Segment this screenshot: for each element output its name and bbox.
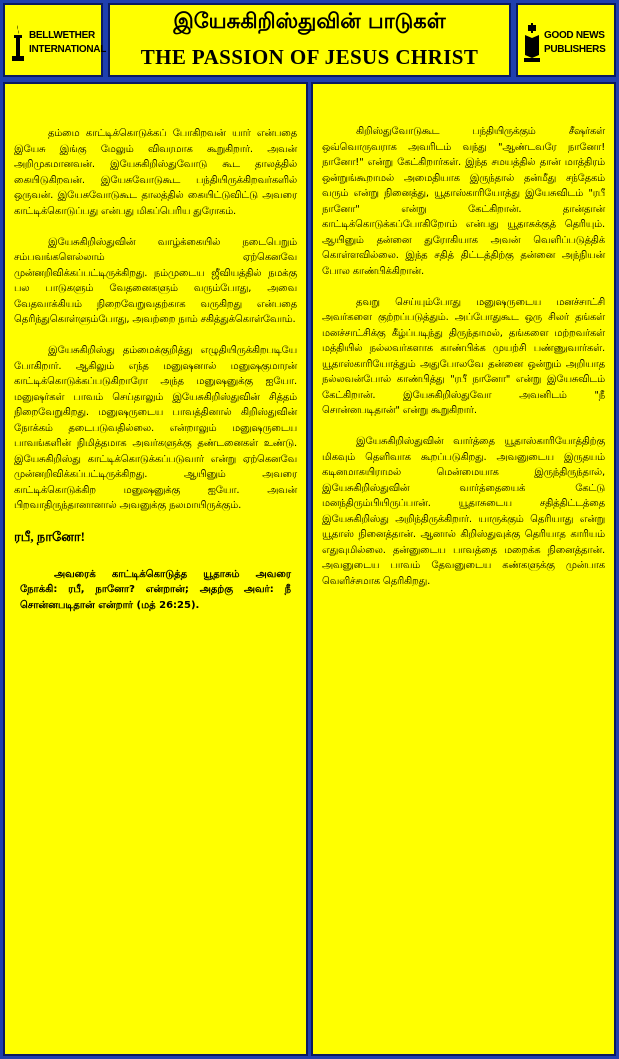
header-right-brand-box [516, 3, 616, 77]
left-paragraph-2: இயேசுகிறிஸ்துவின் வாழ்க்கையில் நடைபெறும் சம்பவங்களெல்லாம் ஏற்கெனவே முன்னறிவிக்கப்பட்டிருக்கிறது. நம்முடைய ஜீவியத்தில் நமக்கு பல பாடுகளும் வேதனைகளும் வரும்போது, அவை வேதவாக்கியம் நிறைவேறுவதற்காக வருகிறது என்பதை தெரிந்துகொள்ளும்போது, அவற்றை நாம் சகித்துக்கொள்வோம். [14, 236, 297, 325]
lamp-icon [11, 23, 25, 63]
header-title-box [108, 3, 511, 77]
scripture-quote: அவரைக் காட்டிக்கொடுத்த யூதாசும் அவரை நோக்கி: ரபீ, நானோ? என்றான்; அதற்கு அவர்: நீ சொன்னபடிதான் என்றார் (மத் 26:25). [20, 568, 291, 611]
section-subheading: ரபீ, நானோ! [14, 529, 85, 544]
left-paragraph-3: இயேசுகிறிஸ்து தம்மைக்குறித்து எழுதியிருக்கிறபடியே போகிறார். ஆகிலும் எந்த மனுஷனால் மனுஷகுமாரன் காட்டிக்கொடுக்கப்படுகிறாரோ அந்த மனுஷனுக்கு ஐயோ. மனுஷர்கள் பாவம் செய்தாலும் இயேசுகிறிஸ்துவின் சித்தம் நிறைவேறுகிறது. மனுஷருடைய பாவத்தினால் கிறிஸ்துவின் நோக்கம் தடைபடுவதில்லை. என்றாலும் மனுஷருடைய பாவங்களின் நிமித்தமாக அவர்களுக்கு தண்டனைகள் உண்டு. இயேசுகிறிஸ்து காட்டிக்கொடுக்கப்படுவார் என்று ஏற்கெனவே முன்னறிவிக்கப்பட்டிருக்கிறது. ஆயினும் அவரை காட்டிக்கொடுக்கிற மனுஷனுக்கு ஐயோ. அவன் பிறவாதிருந்தானானால் அவனுக்கு நலமாயிருக்கும். [14, 345, 297, 511]
bellwether-brand [11, 19, 107, 69]
good-news-brand [524, 19, 614, 69]
left-column [3, 82, 308, 1056]
header-left-brand-box [3, 3, 107, 77]
brand-right-line2: PUBLISHERS [544, 44, 606, 55]
title-tamil: இயேசுகிறிஸ்துவின் பாடுகள் [173, 9, 446, 33]
brand-left-line2: INTERNATIONAL [29, 44, 107, 55]
book-icon [524, 23, 540, 63]
brand-left-line1: BELLWETHER [29, 30, 95, 41]
left-paragraph-1: தம்மை காட்டிக்கொடுக்கப் போகிறவன் யார் என்பதை இயேசு இங்கு மேலும் விவரமாக கூறுகிறார். அவன் அறிமுகமானவன். இயேசுகிறிஸ்துவோடு கூட தாலத்தில் கையிடுகிறவன். இயேசுவோடுகூட பந்தியிருக்கிறவர்களில் ஒருவன். இயேசுவோடுகூட தாலத்தில் கையிட்டுவிட்டு அவரை காட்டிக்கொடுப்பது என்பது மிகப்பெரிய துரோகம். [14, 128, 297, 217]
right-column [311, 82, 616, 1056]
right-paragraph-1: கிறிஸ்துவோடுகூட பந்தியிருக்கும் சீஷர்கள் ஒவ்வொருவராக அவரிடம் வந்து "ஆண்டவரே நானோ! நானோ!" என்று கேட்கிறார்கள். இந்த சமயத்தில் தான் மாத்திரம் ஒன்றுங்கூறாமல் அமைதியாக இருந்தால் தன்மீது சந்தேகம் வரும் என்று நினைத்து, யூதாஸ்காரியோத்து இயேசுவிடம் "ரபீ நானோ" என்று கேட்கிறான். தான்தான் காட்டிக்கொடுக்கப்போகிறோம் என்பது யூதாசுக்குத் தெரியும். ஆயினும் தன்னை துரோகியாக அவன் வெளிப்படுத்திக் கொள்ளவில்லை. இந்த சதித் திட்டத்திற்கு தன்னை அந்நியன் போல காண்பிக்கிறான். [322, 126, 605, 277]
title-english: THE PASSION OF JESUS CHRIST [140, 45, 479, 69]
brand-right-line1: GOOD NEWS [544, 30, 605, 41]
right-paragraph-3: இயேசுகிறிஸ்துவின் வார்த்தை யூதாஸ்காரியோத்திற்கு மிகவும் தெளிவாக கூறப்படுகிறது. அவனுடைய இருதயம் கடினமாகயிராமல் மென்மையாக இருந்திருந்தால், இயேசுகிறிஸ்துவின் வார்த்தையைக் கேட்டு மனந்திரும்பியிருப்பான். யூதாசுடைய சதித்திட்டத்தை இயேசுகிறிஸ்து அறிந்திருக்கிறார். யாருக்கும் தெரியாது என்று யூதாஸ் நினைத்தான். ஆனால் கிறிஸ்துவுக்கு தெரியாத காரியம் எதுவுமில்லை. தன்னுடைய பாவத்தை மறைக்க நினைத்தான். அவனுடைய பாவம் தேவனுடைய கண்களுக்கு முன்பாக வெளிச்சமாக தெரிகிறது. [322, 436, 605, 587]
right-paragraph-2: தவறு செய்யும்போது மனுஷருடைய மனச்சாட்சி அவர்களை குற்றப்படுத்தும். அப்போதுகூட ஒரு சிலர் தங்கள் மனச்சாட்சிக்கு கீழ்ப்படிந்து திருந்தாமல், தங்களை மற்றவர்கள் மத்தியில் நல்லவர்களாக காண்பிக்க முயற்சி பண்ணுவார்கள். யூதாஸ்காரியோத்தும் அதுபோலவே தன்னை ஒன்றும் அறியாத நல்லவன்போல் காண்பித்து "ரபீ நானோ" என்று இயேசுவிடம் கேட்கிறான். இயேசுகிறிஸ்துவோ அவனிடம் "நீ சொன்னபடிதான்" என்று கூறுகிறார். [322, 296, 605, 416]
